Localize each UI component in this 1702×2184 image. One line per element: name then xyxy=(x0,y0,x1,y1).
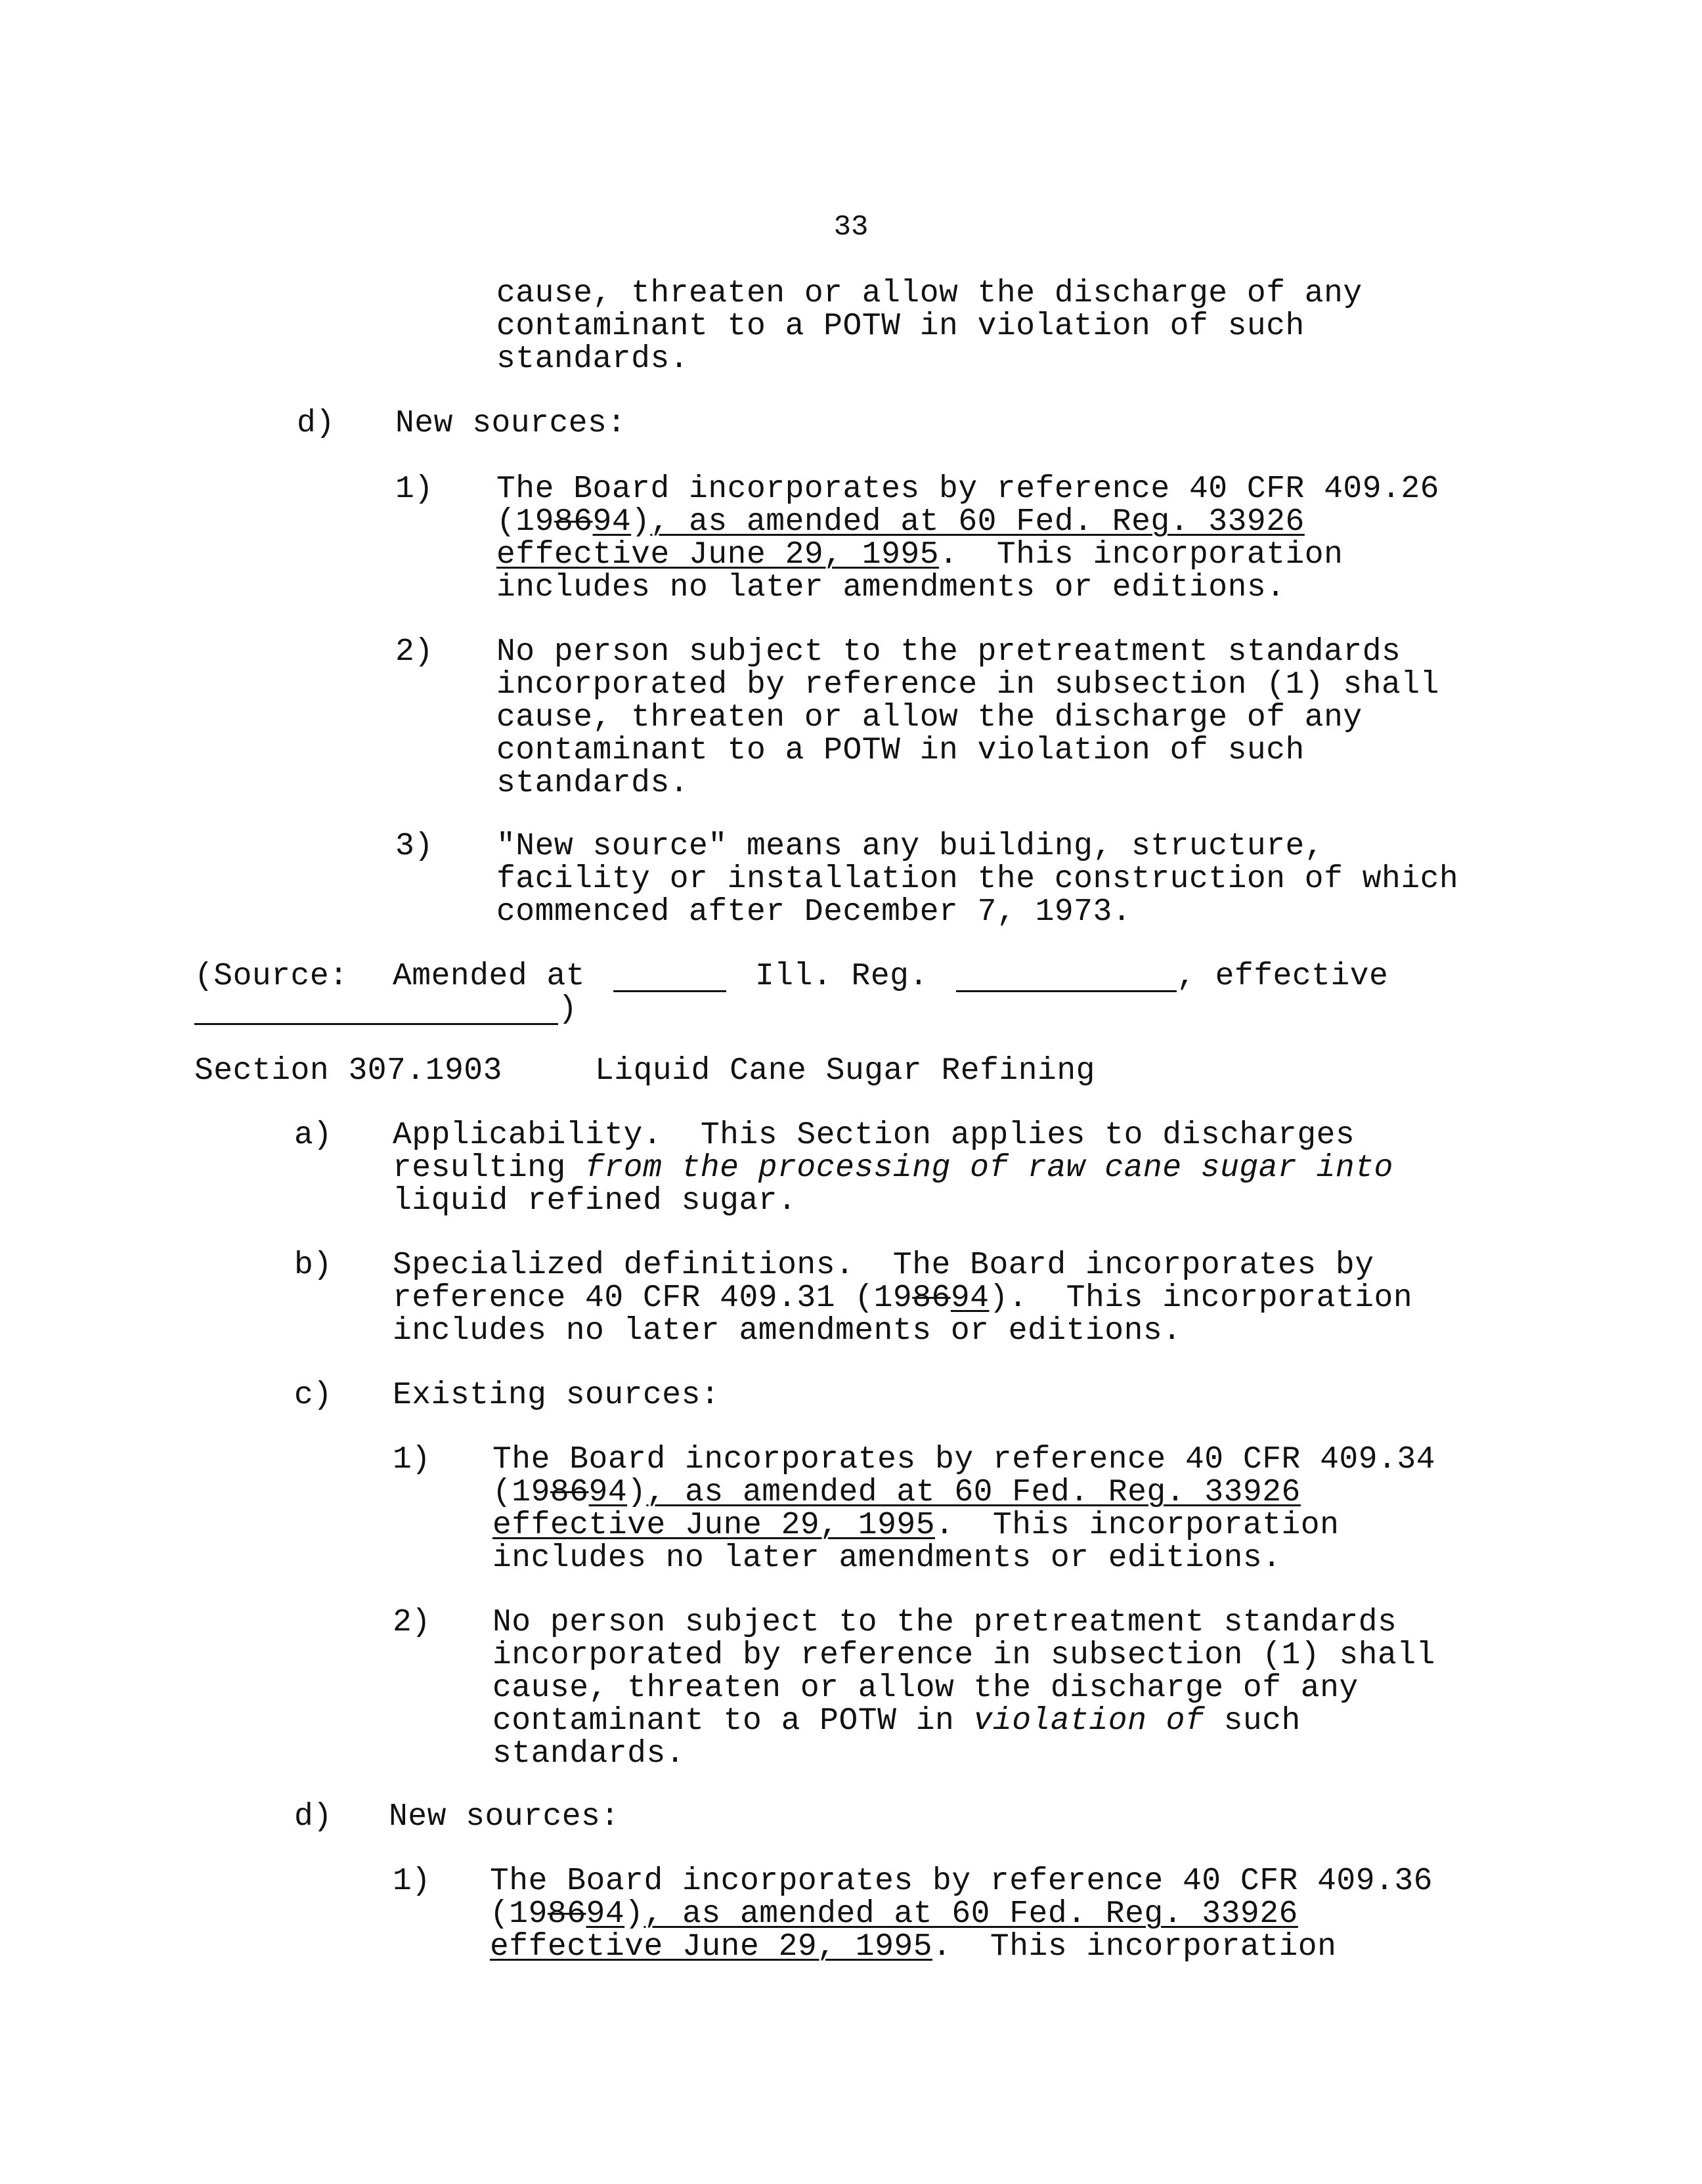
list-marker-a: a) xyxy=(294,1118,332,1153)
blank-date xyxy=(194,999,558,1025)
existing-item2-line5: standards. xyxy=(492,1736,686,1772)
struck-text: 86 xyxy=(550,1475,589,1510)
source-note-close: ) xyxy=(558,992,578,1027)
list-marker-2: 2) xyxy=(393,1605,431,1640)
source-note-label: (Source: xyxy=(194,959,349,994)
list-marker-d: d) xyxy=(297,406,335,441)
list-marker-2: 2) xyxy=(395,634,433,670)
new-sources2-item1-line3: effective June 29, 1995. This incorporation xyxy=(490,1929,1337,1965)
inserted-text: , as amended at 60 Fed. Reg. 33926 xyxy=(644,1896,1298,1932)
new-sources-heading: New sources: xyxy=(395,406,626,441)
new-sources-item3-line3: commenced after December 7, 1973. xyxy=(496,894,1132,930)
existing-item1-line3: effective June 29, 1995. This incorporation xyxy=(492,1508,1340,1543)
struck-text: 86 xyxy=(554,504,593,540)
inserted-text: 94 xyxy=(592,504,632,540)
definitions-line3: includes no later amendments or editions. xyxy=(393,1313,1182,1349)
new-sources2-item1-line1: The Board incorporates by reference 40 CFR 409.36 xyxy=(490,1864,1433,1899)
new-sources-item2-line5: standards. xyxy=(496,766,689,801)
source-note-ill-reg: Ill. Reg. xyxy=(755,959,928,994)
applicability-line3: liquid refined sugar. xyxy=(393,1183,797,1219)
section-title: Liquid Cane Sugar Refining xyxy=(595,1053,1095,1089)
inserted-text: , as amended at 60 Fed. Reg. 33926 xyxy=(650,504,1305,540)
new-sources-item2-line4: contaminant to a POTW in violation of such xyxy=(496,733,1305,768)
existing-sources-heading: Existing sources: xyxy=(393,1378,720,1413)
applicability-line2: resulting from the processing of raw cane sugar into xyxy=(393,1150,1393,1186)
intro-line-2: contaminant to a POTW in violation of such xyxy=(496,309,1305,344)
definitions-line1: Specialized definitions. The Board incorporates by xyxy=(393,1248,1374,1283)
existing-item2-line3: cause, threaten or allow the discharge of any xyxy=(492,1671,1359,1706)
page-number: 33 xyxy=(833,211,869,244)
new-sources-item1-line2: (198694), as amended at 60 Fed. Reg. 33926 xyxy=(496,504,1305,540)
existing-item1-line2: (198694), as amended at 60 Fed. Reg. 33926 xyxy=(492,1475,1301,1510)
existing-item1-line4: includes no later amendments or editions. xyxy=(492,1540,1282,1576)
list-marker-1: 1) xyxy=(395,471,433,507)
inserted-text: 94 xyxy=(950,1280,990,1316)
list-marker-1: 1) xyxy=(393,1442,431,1477)
new-sources-heading-2: New sources: xyxy=(389,1799,620,1835)
new-sources2-item1-line2: (198694), as amended at 60 Fed. Reg. 33926 xyxy=(490,1896,1298,1932)
list-marker-3: 3) xyxy=(395,829,433,864)
list-marker-1: 1) xyxy=(393,1864,431,1899)
new-sources-item3-line2: facility or installation the construction of which xyxy=(496,862,1459,897)
definitions-line2: reference 40 CFR 409.31 (198694). This incorporation xyxy=(393,1280,1413,1316)
struck-text: 86 xyxy=(547,1896,586,1932)
intro-line-3: standards. xyxy=(496,341,689,377)
existing-item2-line4: contaminant to a POTW in violation of such xyxy=(492,1703,1301,1739)
blank-page xyxy=(956,967,1177,992)
struck-text: 86 xyxy=(912,1280,951,1316)
existing-item2-line1: No person subject to the pretreatment standards xyxy=(492,1605,1397,1640)
list-marker-c: c) xyxy=(294,1378,332,1413)
source-note-amended-at: Amended at xyxy=(393,959,586,994)
new-sources-item2-line3: cause, threaten or allow the discharge of any xyxy=(496,700,1363,735)
new-sources-item1-line4: includes no later amendments or editions. xyxy=(496,570,1286,605)
existing-item2-line2: incorporated by reference in subsection (1) shall xyxy=(492,1638,1435,1673)
new-sources-item3-line1: "New source" means any building, structure, xyxy=(496,829,1324,864)
inserted-text: effective June 29, 1995 xyxy=(496,537,940,573)
new-sources-item1-line1: The Board incorporates by reference 40 CFR 409.26 xyxy=(496,471,1439,507)
list-marker-b: b) xyxy=(294,1248,332,1283)
inserted-text: 94 xyxy=(588,1475,628,1510)
section-number: Section 307.1903 xyxy=(194,1053,502,1089)
list-marker-d: d) xyxy=(294,1799,332,1835)
applicability-line1: Applicability. This Section applies to discharges xyxy=(393,1118,1355,1153)
intro-line-1: cause, threaten or allow the discharge of any xyxy=(496,276,1363,311)
inserted-text: , as amended at 60 Fed. Reg. 33926 xyxy=(646,1475,1301,1510)
existing-item1-line1: The Board incorporates by reference 40 CFR 409.34 xyxy=(492,1442,1435,1477)
blank-volume xyxy=(613,967,726,992)
new-sources-item2-line2: incorporated by reference in subsection (1) shall xyxy=(496,667,1439,703)
source-note-effective: , effective xyxy=(1177,959,1389,994)
inserted-text: effective June 29, 1995 xyxy=(492,1508,936,1543)
inserted-text: 94 xyxy=(586,1896,625,1932)
new-sources-item2-line1: No person subject to the pretreatment standards xyxy=(496,634,1401,670)
inserted-text: effective June 29, 1995 xyxy=(490,1929,933,1965)
new-sources-item1-line3: effective June 29, 1995. This incorporation xyxy=(496,537,1343,573)
